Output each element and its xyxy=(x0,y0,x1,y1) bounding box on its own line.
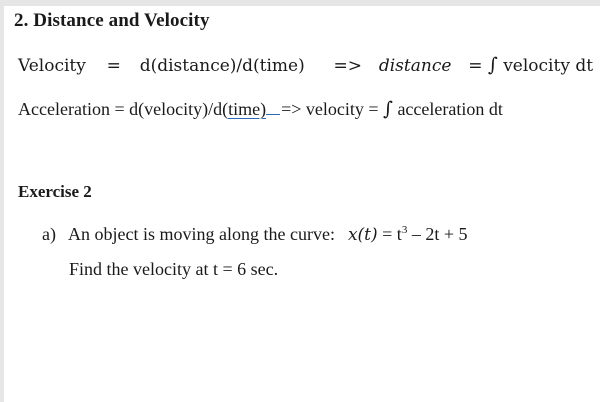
exercise-title: Exercise 2 xyxy=(18,182,92,201)
velocity-eq: = xyxy=(106,56,121,76)
velocity-integrand: velocity dt xyxy=(503,56,594,76)
function-eq: = xyxy=(382,224,393,244)
acceleration-rhs-prefix: d(velocity)/d( xyxy=(129,99,229,119)
velocity-rhs: d(distance)/d(time) xyxy=(139,56,305,76)
velocity-arrow: => xyxy=(333,56,363,76)
velocity-definition xyxy=(18,54,593,76)
acceleration-arrow: => xyxy=(281,99,302,119)
integral-sign: ∫ xyxy=(487,54,498,76)
acceleration-rhs-underlined: time) xyxy=(228,99,267,119)
acceleration-eq: = xyxy=(114,99,125,119)
underline-tail xyxy=(266,100,280,115)
integral-sign-2: ∫ xyxy=(383,98,393,120)
function-name: x(t) xyxy=(347,225,378,245)
acceleration-definition xyxy=(18,98,503,120)
acceleration-eq2: = xyxy=(368,99,379,119)
expr-base: t xyxy=(396,224,402,244)
distance-eq: = xyxy=(468,56,483,76)
acceleration-lhs: Acceleration xyxy=(18,99,110,119)
exercise-prompt: Find the velocity at t = 6 sec. xyxy=(69,259,279,279)
expr-rest: – 2t + 5 xyxy=(411,224,468,244)
section-heading: 2. Distance and Velocity xyxy=(14,10,210,31)
distance-var: distance xyxy=(378,56,452,76)
acceleration-integrand: acceleration dt xyxy=(397,99,503,119)
part-a-label: a) xyxy=(42,224,56,244)
velocity-var: velocity xyxy=(305,99,364,119)
expr-exponent: 3 xyxy=(401,224,408,236)
part-a-text: An object is moving along the curve: xyxy=(68,224,335,244)
exercise-part-a xyxy=(42,224,467,245)
velocity-lhs: Velocity xyxy=(18,56,86,76)
document-page xyxy=(4,6,600,402)
